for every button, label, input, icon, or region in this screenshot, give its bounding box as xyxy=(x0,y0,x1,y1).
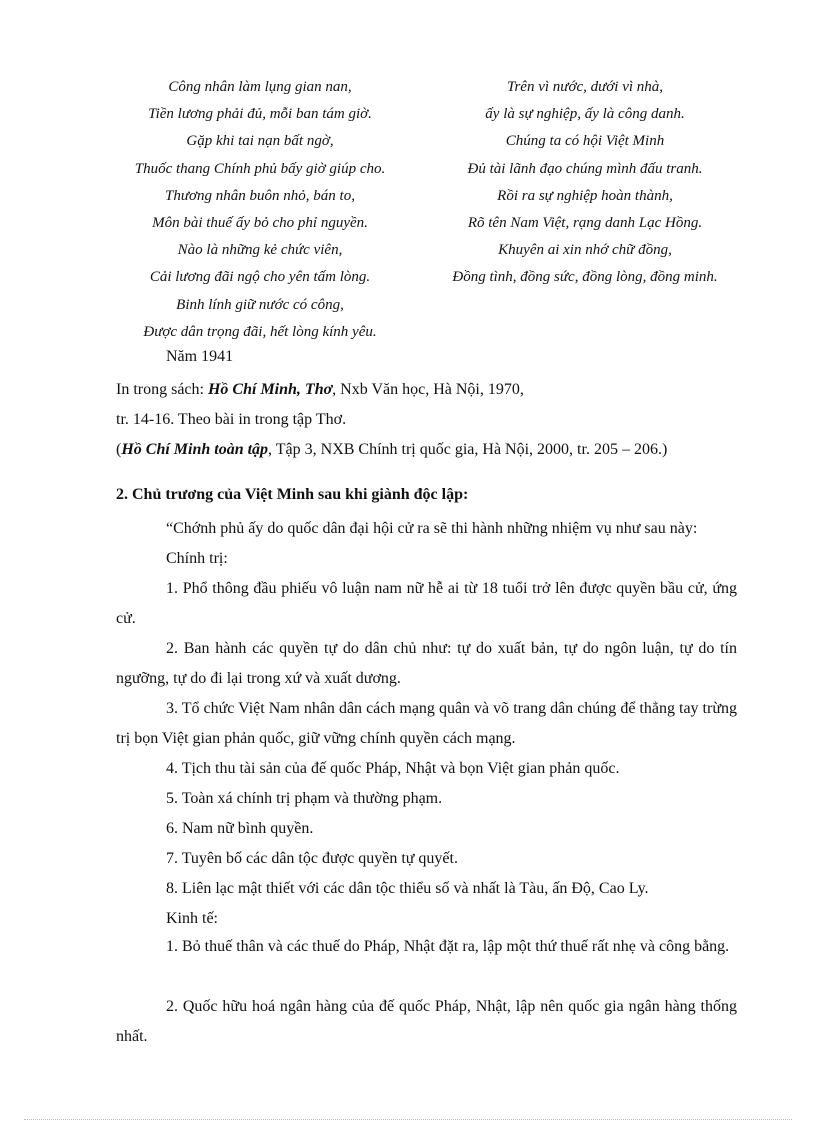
source-collection-title: Hồ Chí Minh toàn tập xyxy=(121,441,269,458)
poem-line: Cải lương đãi ngộ cho yên tấm lòng. xyxy=(149,269,371,286)
poem-line: Rõ tên Nam Việt, rạng danh Lạc Hồng. xyxy=(467,214,703,231)
poem-left-column xyxy=(105,74,415,346)
poem-line: Thương nhân buôn nhỏ, bán to, xyxy=(165,187,355,204)
poem-line: Công nhân làm lụng gian nan, xyxy=(168,79,352,95)
source-book-title: Hồ Chí Minh, Thơ xyxy=(207,381,333,398)
politics-item-4: 4. Tịch thu tài sản của đế quốc Pháp, Nhật và bọn Việt gian phản quốc. xyxy=(166,760,620,777)
page-bottom-rule xyxy=(24,1119,792,1120)
economy-label: Kinh tế: xyxy=(166,910,218,927)
source-collection-line xyxy=(116,441,667,459)
source-citation-line xyxy=(116,381,524,399)
politics-item-6: 6. Nam nữ bình quyền. xyxy=(166,820,314,837)
source-publisher: , Nxb Văn học, Hà Nội, 1970, xyxy=(332,381,524,398)
source-pages-line: tr. 14-16. Theo bài in trong tập Thơ. xyxy=(116,411,347,428)
poem-date: Năm 1941 xyxy=(166,348,234,365)
politics-item-7: 7. Tuyên bố các dân tộc được quyền tự quyết. xyxy=(166,850,458,867)
poem-right-column xyxy=(430,74,740,292)
politics-item-1: 1. Phổ thông đầu phiếu vô luận nam nữ hễ ai từ 18 tuổi trở lên được quyền bầu cử, ứng cử. xyxy=(116,580,737,627)
politics-item-3: 3. Tổ chức Việt Nam nhân dân cách mạng quân và võ trang dân chúng để thẳng tay trừng trị bọn Việt gian phản quốc, giữ vững chính quyền cách mạng. xyxy=(116,700,737,747)
poem-line: Binh lính giữ nước có công, xyxy=(176,296,344,313)
poem-line: Đủ tài lãnh đạo chúng mình đấu tranh. xyxy=(467,160,703,177)
poem-line: Tiền lương phải đủ, mỗi ban tám giờ. xyxy=(148,106,372,123)
source-collection-details: , Tập 3, NXB Chính trị quốc gia, Hà Nội, 2000, tr. 205 – 206.) xyxy=(268,441,668,458)
poem-line: Thuốc thang Chính phủ bấy giờ giúp cho. xyxy=(134,160,386,177)
poem-line: Môn bài thuế ấy bỏ cho phỉ nguyền. xyxy=(152,214,368,231)
poem-line: Rồi ra sự nghiệp hoàn thành, xyxy=(497,187,673,204)
poem-line: Nào là những kẻ chức viên, xyxy=(177,242,343,259)
source-paren: ( xyxy=(116,441,122,458)
source-prefix: In trong sách: xyxy=(116,381,208,398)
poem-line: Được dân trọng đãi, hết lòng kính yêu. xyxy=(143,323,377,340)
politics-label: Chính trị: xyxy=(166,550,228,567)
politics-item-5: 5. Toàn xá chính trị phạm và thường phạm. xyxy=(166,790,443,807)
poem-line: Trên vì nước, dưới vì nhà, xyxy=(506,79,664,95)
section-intro: “Chớnh phủ ấy do quốc dân đại hội cử ra sẽ thi hành những nhiệm vụ như sau này: xyxy=(166,520,698,537)
economy-item-2: 2. Quốc hữu hoá ngân hàng của đế quốc Pháp, Nhật, lập nên quốc gia ngân hàng thống nhất. xyxy=(116,998,737,1045)
section-heading: 2. Chủ trương của Việt Minh sau khi giành độc lập: xyxy=(116,486,469,503)
poem-line: ấy là sự nghiệp, ấy là công danh. xyxy=(485,106,685,123)
politics-item-2: 2. Ban hành các quyền tự do dân chủ như: tự do xuất bản, tự do ngôn luận, tự do tín ngưỡng, tự do đi lại trong xứ và xuất dương. xyxy=(116,640,737,687)
politics-item-8: 8. Liên lạc mật thiết với các dân tộc thiểu số và nhất là Tàu, ấn Độ, Cao Ly. xyxy=(166,880,649,897)
poem-line: Khuyên ai xin nhớ chữ đồng, xyxy=(498,242,672,259)
poem-line: Gặp khi tai nạn bất ngờ, xyxy=(186,133,334,150)
poem-line: Đồng tình, đồng sức, đồng lòng, đồng minh. xyxy=(452,269,718,286)
economy-item-1: 1. Bỏ thuế thân và các thuế do Pháp, Nhật đặt ra, lập một thứ thuế rất nhẹ và công bằng. xyxy=(166,938,730,955)
poem-line: Chúng ta có hội Việt Minh xyxy=(505,133,665,150)
